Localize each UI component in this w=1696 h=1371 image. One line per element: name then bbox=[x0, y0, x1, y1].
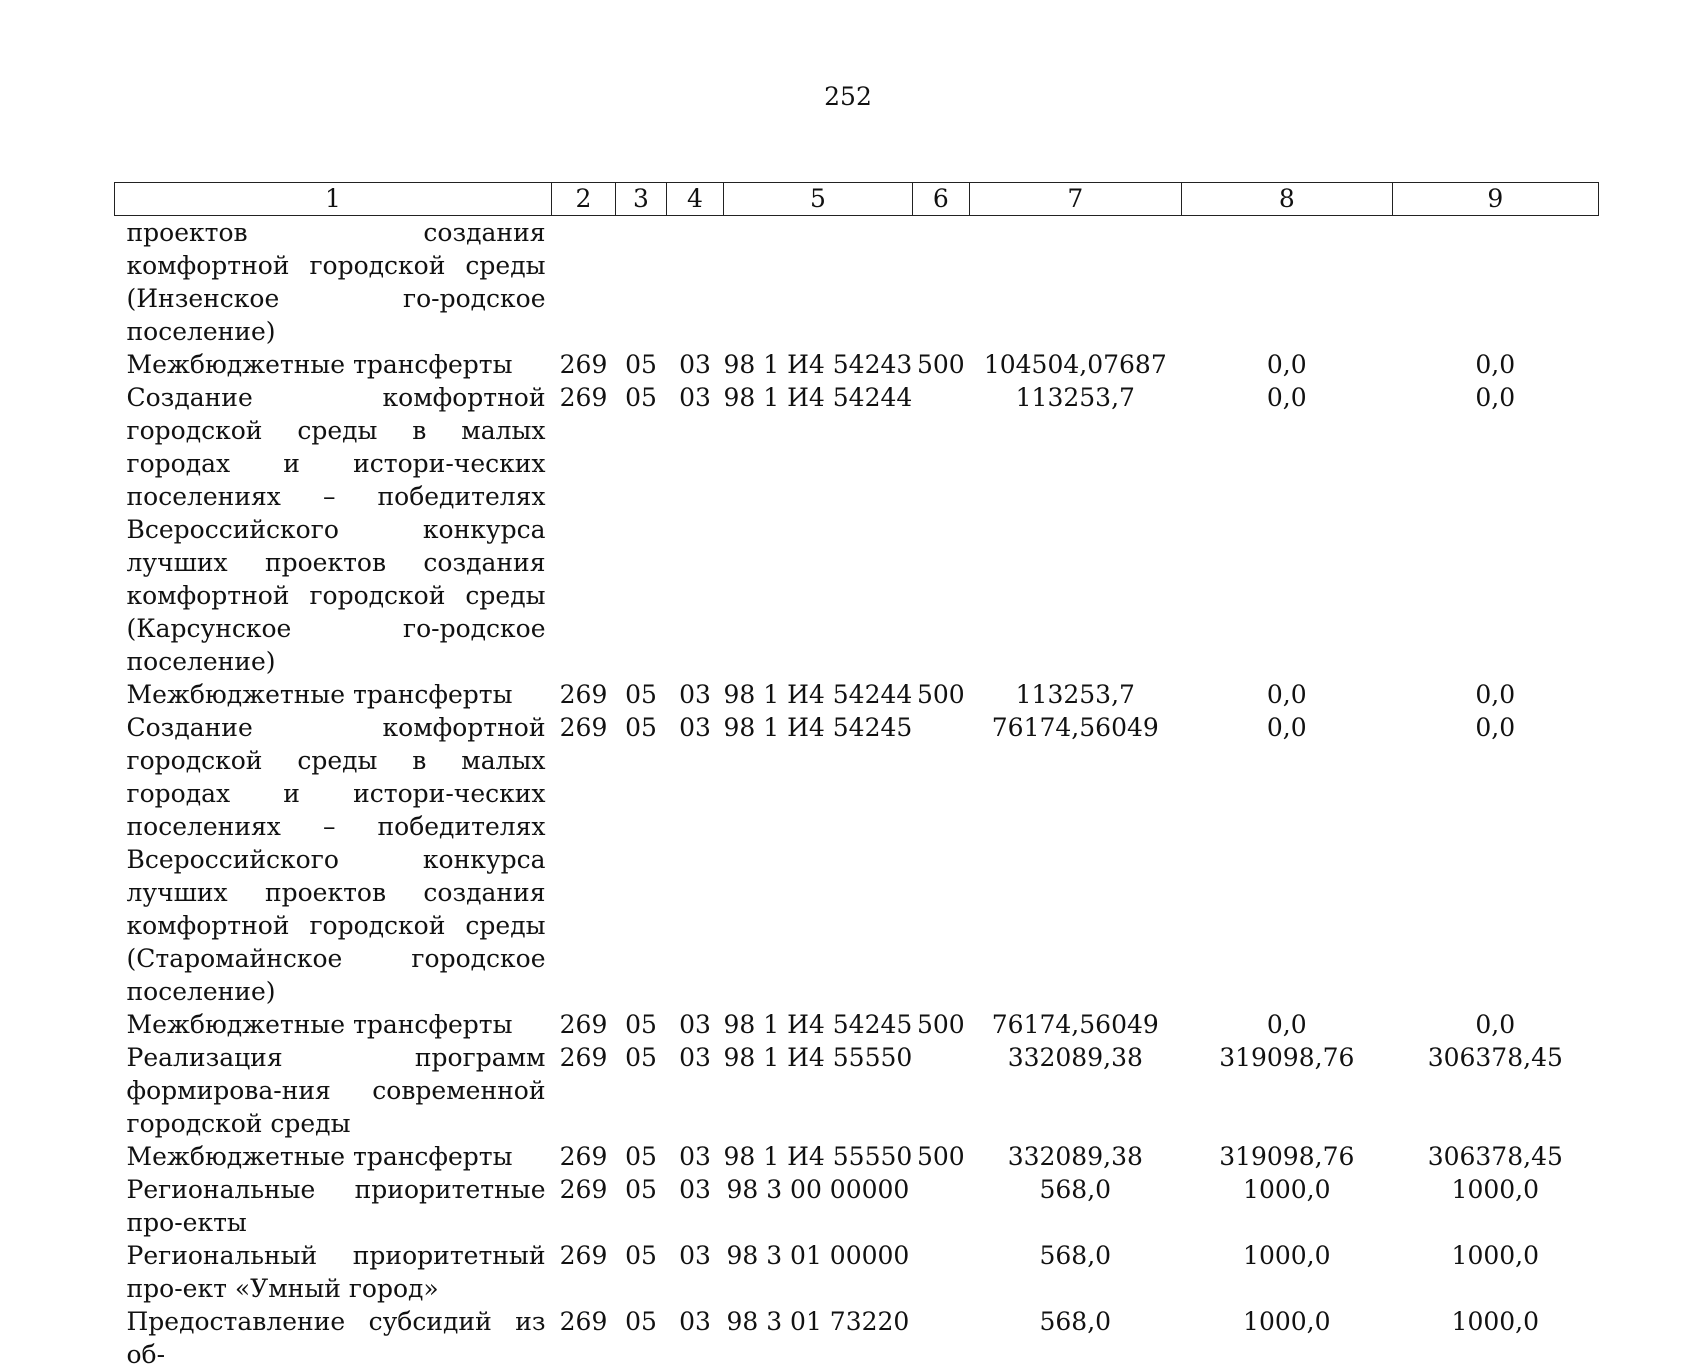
row-col-8: 1000,0 bbox=[1181, 1173, 1392, 1239]
row-name: Реализация программ формирова-ния современной городской среды bbox=[115, 1041, 552, 1140]
row-col-6 bbox=[912, 1041, 969, 1140]
row-col-8 bbox=[1181, 216, 1392, 349]
row-col-6: 500 bbox=[912, 678, 969, 711]
row-col-6: 500 bbox=[912, 1140, 969, 1173]
row-col-6 bbox=[912, 381, 969, 678]
row-col-8: 1000,0 bbox=[1181, 1305, 1392, 1371]
row-col-3: 05 bbox=[616, 1008, 667, 1041]
row-col-3: 05 bbox=[616, 1173, 667, 1239]
row-col-2 bbox=[552, 216, 616, 349]
row-col-5: 98 1 И4 54244 bbox=[724, 678, 913, 711]
row-col-8: 0,0 bbox=[1181, 348, 1392, 381]
row-col-7: 113253,7 bbox=[969, 678, 1181, 711]
table-row bbox=[115, 1008, 1599, 1041]
row-col-3: 05 bbox=[616, 1140, 667, 1173]
row-col-4: 03 bbox=[667, 1305, 724, 1371]
row-col-8: 0,0 bbox=[1181, 1008, 1392, 1041]
header-col-3: 3 bbox=[616, 183, 667, 216]
row-name: Межбюджетные трансферты bbox=[115, 678, 552, 711]
row-col-2: 269 bbox=[552, 1305, 616, 1371]
row-col-4: 03 bbox=[667, 678, 724, 711]
row-col-2: 269 bbox=[552, 1140, 616, 1173]
table-row bbox=[115, 348, 1599, 381]
row-col-5: 98 3 01 73220 bbox=[724, 1305, 913, 1371]
row-col-5: 98 1 И4 55550 bbox=[724, 1041, 913, 1140]
row-col-9: 1000,0 bbox=[1392, 1305, 1598, 1371]
row-col-5: 98 1 И4 55550 bbox=[724, 1140, 913, 1173]
row-col-7: 332089,38 bbox=[969, 1140, 1181, 1173]
header-col-8: 8 bbox=[1181, 183, 1392, 216]
row-col-3 bbox=[616, 216, 667, 349]
table-body bbox=[115, 216, 1599, 1371]
row-col-3: 05 bbox=[616, 348, 667, 381]
row-col-8: 0,0 bbox=[1181, 711, 1392, 1008]
row-col-3: 05 bbox=[616, 1239, 667, 1305]
row-col-3: 05 bbox=[616, 711, 667, 1008]
row-name: Межбюджетные трансферты bbox=[115, 1140, 552, 1173]
row-name: Создание комфортной городской среды в малых городах и истори-ческих поселениях – победителях Всероссийского конкурса лучших проектов создания комфортной городской среды (Карсунское го-родское поселение) bbox=[115, 381, 552, 678]
header-col-4: 4 bbox=[667, 183, 724, 216]
page-number: 252 bbox=[0, 82, 1696, 112]
row-col-9: 0,0 bbox=[1392, 678, 1598, 711]
row-col-4: 03 bbox=[667, 1140, 724, 1173]
row-name: Региональные приоритетные про-екты bbox=[115, 1173, 552, 1239]
row-col-9: 0,0 bbox=[1392, 1008, 1598, 1041]
row-col-4: 03 bbox=[667, 348, 724, 381]
row-col-2: 269 bbox=[552, 348, 616, 381]
row-col-9: 0,0 bbox=[1392, 381, 1598, 678]
row-col-6: 500 bbox=[912, 1008, 969, 1041]
header-col-2: 2 bbox=[552, 183, 616, 216]
row-col-2: 269 bbox=[552, 1041, 616, 1140]
row-name: Межбюджетные трансферты bbox=[115, 348, 552, 381]
row-name: Региональный приоритетный про-ект «Умный город» bbox=[115, 1239, 552, 1305]
row-col-7: 568,0 bbox=[969, 1239, 1181, 1305]
row-col-8: 1000,0 bbox=[1181, 1239, 1392, 1305]
row-col-7: 113253,7 bbox=[969, 381, 1181, 678]
row-col-6 bbox=[912, 711, 969, 1008]
row-col-8: 0,0 bbox=[1181, 678, 1392, 711]
table-row bbox=[115, 711, 1599, 1008]
row-col-6 bbox=[912, 216, 969, 349]
row-col-2: 269 bbox=[552, 1008, 616, 1041]
row-col-3: 05 bbox=[616, 1041, 667, 1140]
row-col-4: 03 bbox=[667, 1239, 724, 1305]
table-row bbox=[115, 1173, 1599, 1239]
row-col-2: 269 bbox=[552, 711, 616, 1008]
row-col-9 bbox=[1392, 216, 1598, 349]
row-col-9: 306378,45 bbox=[1392, 1041, 1598, 1140]
row-col-3: 05 bbox=[616, 381, 667, 678]
row-col-2: 269 bbox=[552, 1239, 616, 1305]
row-col-3: 05 bbox=[616, 1305, 667, 1371]
row-col-4: 03 bbox=[667, 1008, 724, 1041]
row-col-5: 98 1 И4 54243 bbox=[724, 348, 913, 381]
table-row bbox=[115, 678, 1599, 711]
header-col-1: 1 bbox=[115, 183, 552, 216]
row-col-5: 98 1 И4 54245 bbox=[724, 1008, 913, 1041]
row-col-6 bbox=[912, 1305, 969, 1371]
table-row bbox=[115, 216, 1599, 349]
row-col-9: 1000,0 bbox=[1392, 1239, 1598, 1305]
row-col-6 bbox=[912, 1239, 969, 1305]
row-col-6: 500 bbox=[912, 348, 969, 381]
row-name: Предоставление субсидий из об- bbox=[115, 1305, 552, 1371]
row-col-9: 306378,45 bbox=[1392, 1140, 1598, 1173]
row-col-4: 03 bbox=[667, 711, 724, 1008]
header-col-6: 6 bbox=[912, 183, 969, 216]
row-col-7: 332089,38 bbox=[969, 1041, 1181, 1140]
row-col-7: 76174,56049 bbox=[969, 1008, 1181, 1041]
row-col-5: 98 1 И4 54244 bbox=[724, 381, 913, 678]
row-col-4 bbox=[667, 216, 724, 349]
row-col-7: 104504,07687 bbox=[969, 348, 1181, 381]
row-name: Создание комфортной городской среды в малых городах и истори-ческих поселениях – победителях Всероссийского конкурса лучших проектов создания комфортной городской среды (Старомайнское городское поселение) bbox=[115, 711, 552, 1008]
row-col-4: 03 bbox=[667, 381, 724, 678]
table-row bbox=[115, 1305, 1599, 1371]
row-col-8: 319098,76 bbox=[1181, 1140, 1392, 1173]
row-col-8: 0,0 bbox=[1181, 381, 1392, 678]
row-col-7 bbox=[969, 216, 1181, 349]
row-col-3: 05 bbox=[616, 678, 667, 711]
row-col-8: 319098,76 bbox=[1181, 1041, 1392, 1140]
header-col-9: 9 bbox=[1392, 183, 1598, 216]
row-col-2: 269 bbox=[552, 678, 616, 711]
table-row bbox=[115, 1140, 1599, 1173]
row-col-9: 0,0 bbox=[1392, 348, 1598, 381]
row-name: Межбюджетные трансферты bbox=[115, 1008, 552, 1041]
budget-table bbox=[114, 182, 1599, 1371]
row-col-9: 0,0 bbox=[1392, 711, 1598, 1008]
row-col-7: 76174,56049 bbox=[969, 711, 1181, 1008]
row-col-4: 03 bbox=[667, 1041, 724, 1140]
row-col-2: 269 bbox=[552, 381, 616, 678]
row-col-5 bbox=[724, 216, 913, 349]
row-col-7: 568,0 bbox=[969, 1173, 1181, 1239]
row-name: проектов создания комфортной городской среды (Инзенское го-родское поселение) bbox=[115, 216, 552, 349]
table-header bbox=[115, 183, 1599, 216]
header-col-7: 7 bbox=[969, 183, 1181, 216]
row-col-4: 03 bbox=[667, 1173, 724, 1239]
row-col-7: 568,0 bbox=[969, 1305, 1181, 1371]
header-row bbox=[115, 183, 1599, 216]
table-row bbox=[115, 381, 1599, 678]
row-col-9: 1000,0 bbox=[1392, 1173, 1598, 1239]
row-col-5: 98 1 И4 54245 bbox=[724, 711, 913, 1008]
row-col-6 bbox=[912, 1173, 969, 1239]
row-col-5: 98 3 01 00000 bbox=[724, 1239, 913, 1305]
table-row bbox=[115, 1041, 1599, 1140]
row-col-2: 269 bbox=[552, 1173, 616, 1239]
header-col-5: 5 bbox=[724, 183, 913, 216]
row-col-5: 98 3 00 00000 bbox=[724, 1173, 913, 1239]
table-row bbox=[115, 1239, 1599, 1305]
